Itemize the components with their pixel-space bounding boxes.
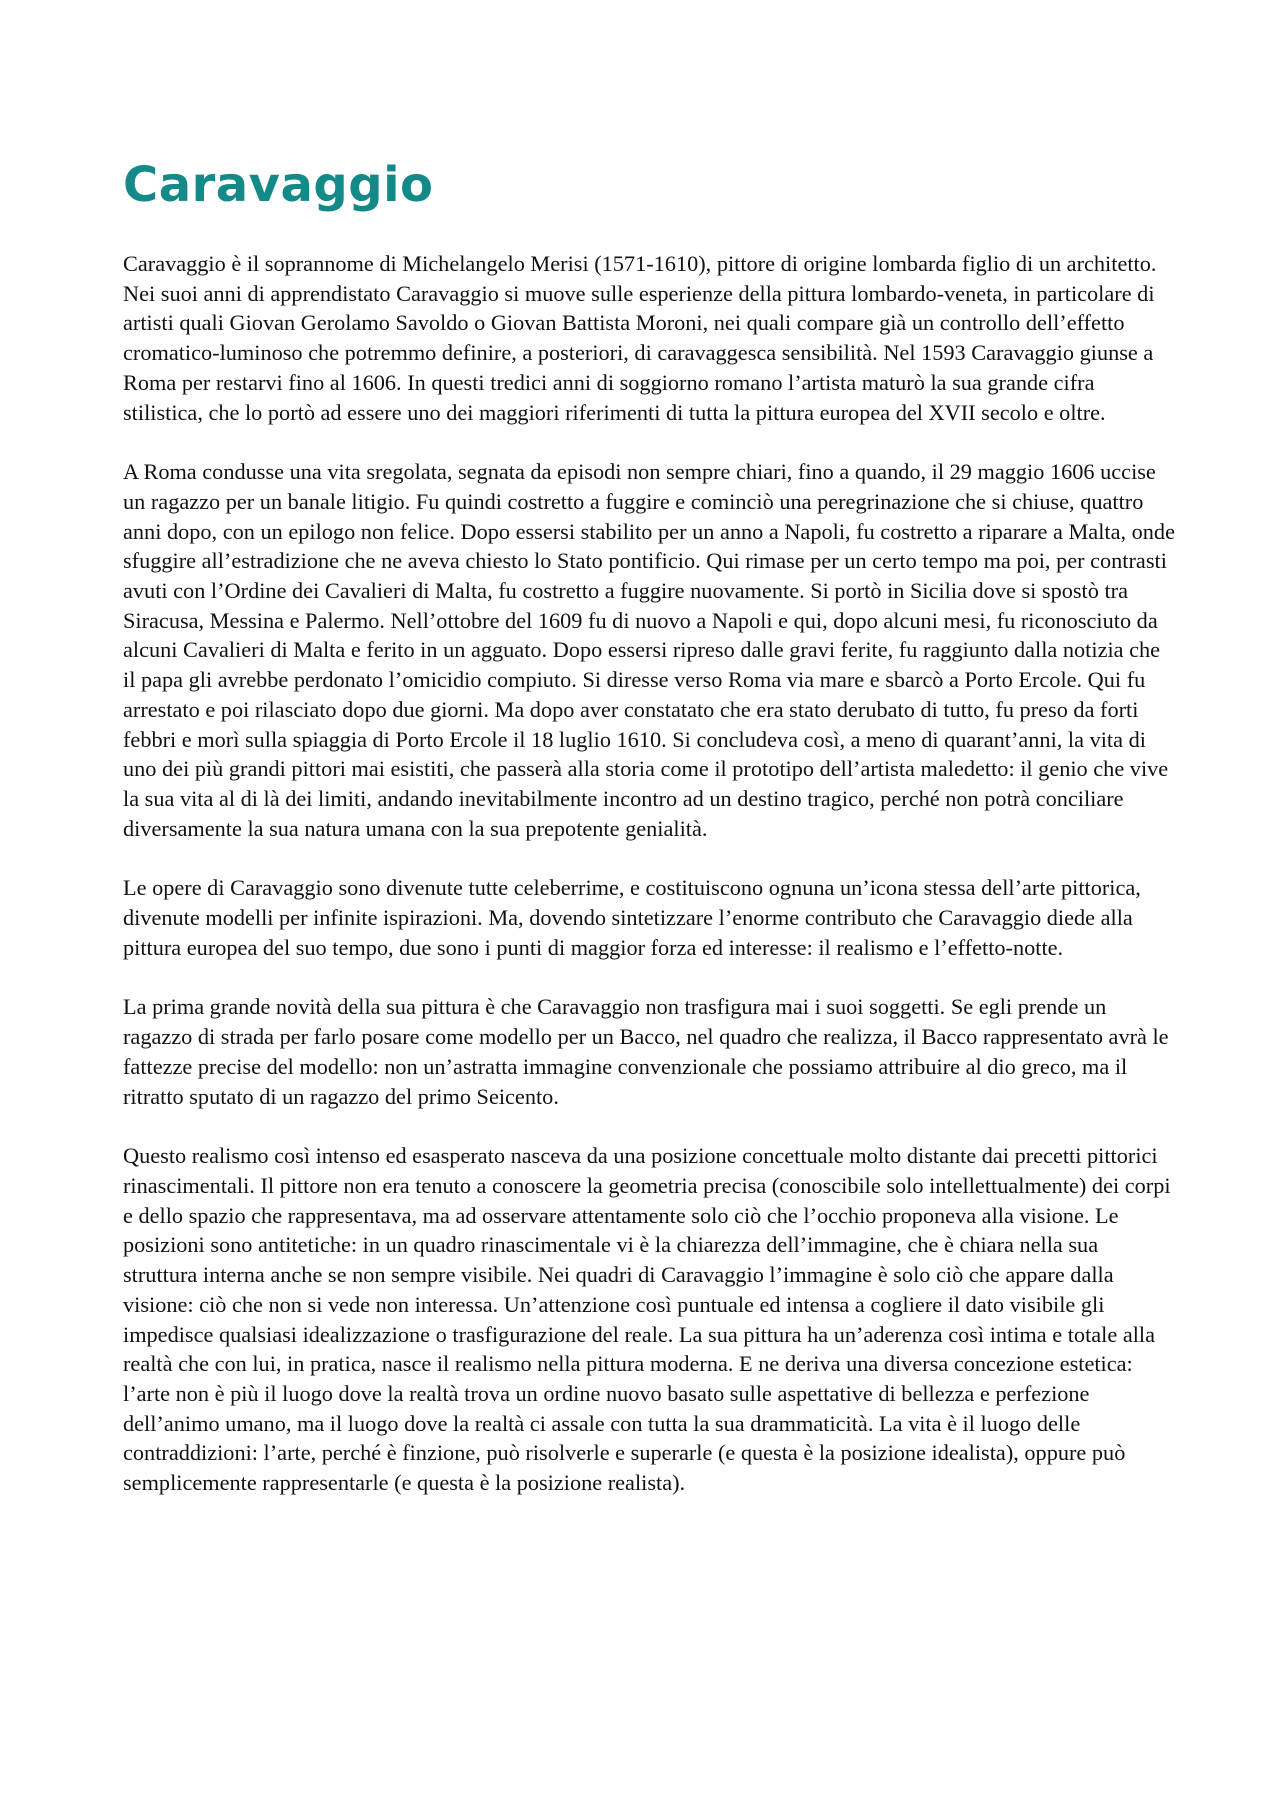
document-body [123,155,1175,1528]
paragraph-life-in-rome: A Roma condusse una vita sregolata, segnata da episodi non sempre chiari, fino a quando, il 29 maggio 1606 uccise un ragazzo per un banale litigio. Fu quindi costretto a fuggire e cominciò una peregrinazione che si chiuse, quattro anni dopo, con un epilogo non felice. Dopo essersi stabilito per un anno a Napoli, fu costretto a riparare a Malta, onde sfuggire all’estradizione che ne aveva chiesto lo Stato pontificio. Qui rimase per un certo tempo ma poi, per contrasti avuti con l’Ordine dei Cavalieri di Malta, fu costretto a fuggire nuovamente. Si portò in Sicilia dove si spostò tra Siracusa, Messina e Palermo. Nell’ottobre del 1609 fu di nuovo a Napoli e qui, dopo alcuni mesi, fu riconosciuto da alcuni Cavalieri di Malta e ferito in un agguato. Dopo essersi ripreso dalle gravi ferite, fu raggiunto dalla notizia che il papa gli avrebbe perdonato l’omicidio compiuto. Si diresse verso Roma via mare e sbarcò a Porto Ercole. Qui fu arrestato e poi rilasciato dopo due giorni. Ma dopo aver constatato che era stato derubato di tutto, fu preso da forti febbri e morì sulla spiaggia di Porto Ercole il 18 luglio 1610. Si concludeva così, a meno di quarant’anni, la vita di uno dei più grandi pittori mai esistiti, che passerà alla storia come il prototipo dell’artista maledetto: il genio che vive la sua vita al di là dei limiti, andando inevitabilmente incontro ad un destino tragico, perché non potrà conciliare diversamente la sua natura umana con la sua prepotente genialità. [123,459,1175,841]
paragraph-biography-intro: Caravaggio è il soprannome di Michelangelo Merisi (1571-1610), pittore di origine lombarda figlio di un architetto. Nei suoi anni di apprendistato Caravaggio si muove sulle esperienze della pittura lombardo-veneta, in particolare di artisti quali Giovan Gerolamo Savoldo o Giovan Battista Moroni, nei quali compare già un controllo dell’effetto cromatico-luminoso che potremmo definire, a posteriori, di caravaggesca sensibilità. Nel 1593 Caravaggio giunse a Roma per restarvi fino al 1606. In questi tredici anni di soggiorno romano l’artista maturò la sua grande cifra stilistica, che lo portò ad essere uno dei maggiori riferimenti di tutta la pittura europea del XVII secolo e oltre. [123,251,1157,425]
paragraph-works: Le opere di Caravaggio sono divenute tutte celeberrime, e costituiscono ognuna un’icona stessa dell’arte pittorica, divenute modelli per infinite ispirazioni. Ma, dovendo sintetizzare l’enorme contributo che Caravaggio diede alla pittura europea del suo tempo, due sono i punti di maggior forza ed interesse: il realismo e l’effetto-notte. [123,875,1141,960]
paragraph-realism-concept: Questo realismo così intenso ed esasperato nasceva da una posizione concettuale molto distante dai precetti pittorici rinascimentali. Il pittore non era tenuto a conoscere la geometria precisa (conoscibile solo intellettualmente) dei corpi e dello spazio che rappresentava, ma ad osservare attentamente solo ciò che l’occhio proponeva alla visione. Le posizioni sono antitetiche: in un quadro rinascimentale vi è la chiarezza dell’immagine, che è chiara nella sua struttura interna anche se non sempre visibile. Nei quadri di Caravaggio l’immagine è solo ciò che appare dalla visione: ciò che non si vede non interessa. Un’attenzione così puntuale ed intensa a cogliere il dato visibile gli impedisce qualsiasi idealizzazione o trasfigurazione del reale. La sua pittura ha un’aderenza così intima e totale alla realtà che con lui, in pratica, nasce il realismo nella pittura moderna. E ne deriva una diversa concezione estetica: l’arte non è più il luogo dove la realtà trova un ordine nuovo basato sulle aspettative di bellezza e perfezione dell’animo umano, ma il luogo dove la realtà ci assale con tutta la sua drammaticità. La vita è il luogo delle contraddizioni: l’arte, perché è finzione, può risolverle e superarle (e questa è la posizione idealista), oppure può semplicemente rappresentarle (e questa è la posizione realista). [123,1143,1171,1496]
document-title: Caravaggio [123,157,434,213]
paragraph-realism-novelty: La prima grande novità della sua pittura è che Caravaggio non trasfigura mai i suoi soggetti. Se egli prende un ragazzo di strada per farlo posare come modello per un Bacco, nel quadro che realizza, il Bacco rappresentato avrà le fattezze precise del modello: non un’astratta immagine convenzionale che possiamo attribuire al dio greco, ma il ritratto sputato di un ragazzo del primo Seicento. [123,994,1169,1109]
